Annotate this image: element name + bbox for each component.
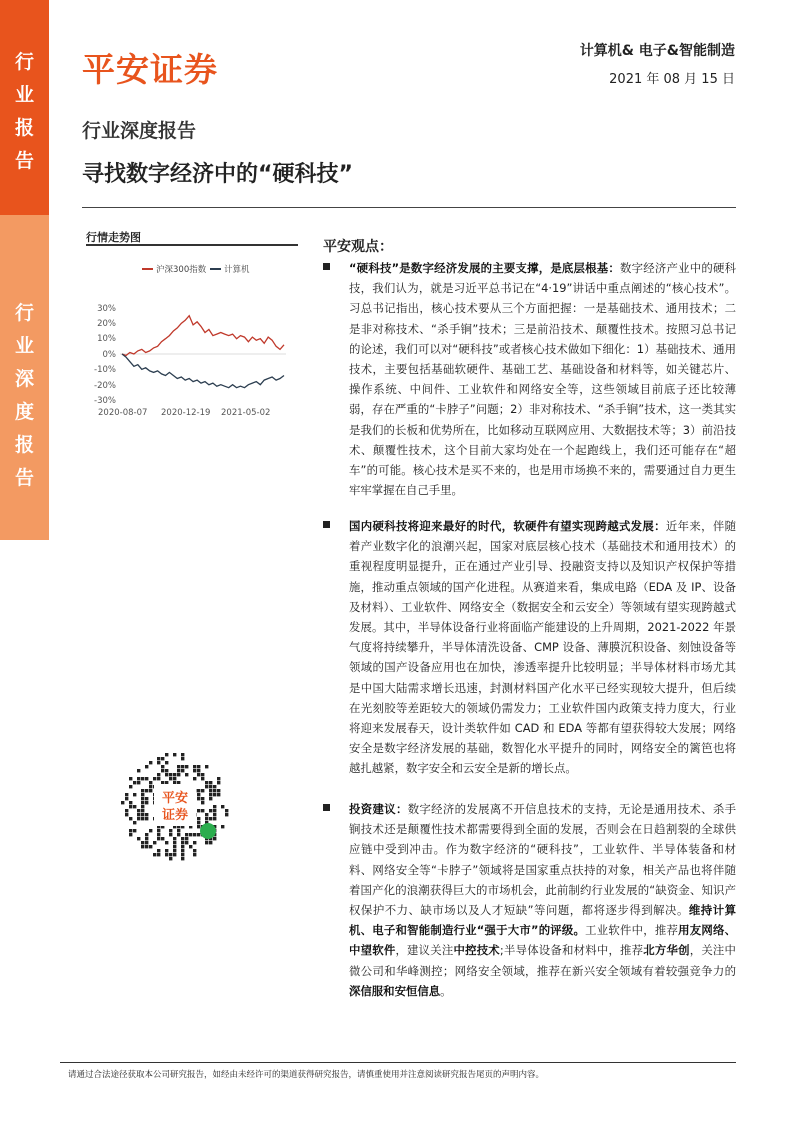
qr-code-svg [120, 752, 230, 862]
legend-label-csi300: 沪深300指数 [156, 265, 207, 275]
viewpoint-bullet [323, 258, 736, 500]
qr-module [141, 789, 144, 792]
qr-module [129, 777, 132, 780]
y-tick-label: -20% [94, 381, 116, 391]
qr-module [205, 765, 208, 768]
chart-title: 行情走势图 [86, 231, 141, 244]
qr-module [141, 777, 144, 780]
qr-module [157, 849, 160, 852]
qr-module [201, 777, 204, 780]
y-tick-label: 20% [97, 319, 116, 329]
qr-module [169, 777, 172, 780]
recommended-stocks: 深信服和安恒信息 [349, 983, 441, 998]
qr-module [165, 849, 168, 852]
sidebar-char: 深 [14, 368, 34, 390]
bullet-body: ;半导体设备和材料中，推荐 [499, 943, 644, 958]
qr-module [145, 837, 148, 840]
qr-module [133, 821, 136, 824]
qr-module [213, 785, 216, 788]
y-tick-label: -30% [94, 396, 116, 406]
qr-module [221, 805, 224, 808]
y-tick-label: 30% [97, 304, 116, 314]
qr-module [205, 813, 208, 816]
qr-module [161, 781, 164, 784]
qr-logo-text-top: 平安 [161, 791, 189, 806]
qr-module [209, 817, 212, 820]
qr-module [169, 853, 172, 856]
qr-module [209, 809, 212, 812]
page-title: 寻找数字经济中的“硬科技” [82, 162, 353, 187]
bullet-body: 近年来，伴随着产业数字化的浪潮兴起，国家对底层核心技术（基础技术和通用技术）的重视程度明显提升，正在通过产业引导、投融资支持以及知识产权保护等措施，推动重点领域的国产化进程。从赛道来看，集成电路（EDA 及 IP、设备及材料）、工业软件、网络安全（数据安全和云安全）等领域有望实现跨越式发展。其中，半导体设备行业将面临产能建设的上升周期，2021-2022 年景气度将持续攀升，半导体清洗设备、CMP 设备、薄膜沉积设备、刻蚀设备等领域的国产设备应用也在加快，渗透率提升比较明显；半导体材料市场尤其是中国大陆需求增长迅速，封测材料国产化水平已经实现较大提升，但后续在光刻胶等差距较大的领域仍需发力；工业软件国内政策支持力度大，行业将迎来发展春天，设计类软件如 CAD 和 EDA 等都有望获得较大发展；网络安全是数字经济发展的基础，数智化水平提升的同时，网络安全的篱笆也将越扎越紧，数字安全和云安全是新的增长点。 [349, 519, 736, 776]
qr-module [149, 845, 152, 848]
qr-module [173, 853, 176, 856]
qr-module [129, 833, 132, 836]
qr-module [149, 829, 152, 832]
qr-module [193, 765, 196, 768]
qr-module [185, 837, 188, 840]
qr-module [153, 853, 156, 856]
qr-module [181, 769, 184, 772]
qr-module [161, 837, 164, 840]
qr-module [145, 801, 148, 804]
qr-module [157, 829, 160, 832]
qr-module [209, 781, 212, 784]
qr-module [193, 769, 196, 772]
qr-module [181, 837, 184, 840]
qr-module [213, 805, 216, 808]
qr-module [177, 829, 180, 832]
qr-module [185, 841, 188, 844]
bullet-paragraph [349, 516, 736, 779]
sidebar-char: 行 [14, 51, 34, 73]
qr-module [137, 813, 140, 816]
qr-module [205, 817, 208, 820]
qr-module [177, 769, 180, 772]
qr-module [121, 801, 124, 804]
rating-statement: 维持计算机、电子和智能制造行业“强于大市”的评级。 [349, 903, 736, 938]
qr-module [217, 781, 220, 784]
qr-module [149, 781, 152, 784]
qr-module [165, 841, 168, 844]
qr-module [173, 753, 176, 756]
header-divider [82, 207, 736, 208]
qr-module [125, 813, 128, 816]
chart-svg [86, 252, 298, 428]
qr-module [209, 789, 212, 792]
bullet-body: ，关注中微公司和华峰测控；网络安全领域，推荐在新兴安全领域有着较强竞争力的 [349, 943, 736, 978]
qr-module [125, 793, 128, 796]
legend-label-computer: 计算机 [224, 265, 250, 275]
qr-module [193, 849, 196, 852]
qr-module [197, 793, 200, 796]
qr-module [165, 753, 168, 756]
qr-module [185, 765, 188, 768]
bullet-lead: 投资建议： [349, 802, 408, 816]
qr-module [145, 833, 148, 836]
qr-module [185, 833, 188, 836]
qr-module [197, 773, 200, 776]
qr-module [145, 845, 148, 848]
series-line-computer [122, 354, 284, 388]
sidebar-band-industry-report [0, 0, 49, 215]
qr-module [209, 793, 212, 796]
qr-module [185, 773, 188, 776]
qr-module [213, 817, 216, 820]
viewpoint-bullet [323, 516, 736, 779]
qr-module [133, 829, 136, 832]
qr-module [137, 817, 140, 820]
qr-module [197, 797, 200, 800]
qr-module [141, 841, 144, 844]
qr-module [137, 777, 140, 780]
bullet-lead: “硬科技”是数字经济发展的主要支撑，是底层根基： [349, 261, 621, 275]
bullet-marker [323, 263, 330, 270]
qr-module [141, 845, 144, 848]
qr-module [173, 841, 176, 844]
qr-module [157, 853, 160, 856]
qr-module [225, 809, 228, 812]
qr-module [197, 817, 200, 820]
qr-module [165, 769, 168, 772]
qr-module [153, 777, 156, 780]
recommended-stocks: 中控技术 [453, 943, 500, 958]
report-type: 行业深度报告 [82, 120, 197, 142]
sector-label: 计算机& 电子&智能制造 [579, 43, 735, 59]
qr-module [201, 809, 204, 812]
qr-code [120, 752, 230, 862]
qr-module [165, 761, 168, 764]
qr-module [205, 785, 208, 788]
qr-module [141, 813, 144, 816]
qr-module [149, 785, 152, 788]
company-logo: 平安证券 [82, 50, 218, 89]
qr-module [181, 841, 184, 844]
qr-module [157, 757, 160, 760]
bullet-body: ，建议关注 [395, 943, 454, 958]
qr-module [141, 793, 144, 796]
qr-module [173, 781, 176, 784]
y-tick-label: 10% [97, 334, 116, 344]
qr-module [217, 793, 220, 796]
qr-module [201, 801, 204, 804]
qr-module [125, 797, 128, 800]
qr-module [181, 845, 184, 848]
qr-module [213, 793, 216, 796]
qr-module [141, 805, 144, 808]
qr-module [169, 773, 172, 776]
qr-module [165, 853, 168, 856]
bullet-body: 数字经济产业中的硬科技，我们认为，就是习近平总书记在“4·19”讲话中重点阐述的“核心技术”。习总书记指出，核心技术要从三个方面把握：一是基础技术、通用技术；二是非对称技术、“杀手锏”技术；三是前沿技术、颠覆性技术。按照习总书记的论述，我们可以对“硬科技”或者核心技术做如下细化：1）基础技术、通用技术，主要包括基础软硬件、基础工艺、基础设备和材料等，如关键芯片、操作系统、中间件、工业软件和网络安全等，这些领域目前底子还比较薄弱，存在严重的“卡脖子”问题；2）非对称技术、“杀手锏”技术，这一类其实是我们的长板和优势所在，比如移动互联网应用、大数据技术等；3）前沿技术、颠覆性技术，这个目前大家均处在一个起跑线上，我们还可能存在“超车”的可能。核心技术是买不来的，也是用市场换不来的，需要通过自力更生牢牢掌握在自己手里。 [349, 261, 736, 498]
bullet-paragraph [349, 258, 736, 500]
qr-module [217, 789, 220, 792]
qr-module [137, 837, 140, 840]
chart-title-rule [86, 244, 298, 246]
qr-module [137, 769, 140, 772]
bullet-body: 工业软件中，推荐 [585, 923, 679, 938]
qr-module [197, 833, 200, 836]
qr-module [197, 765, 200, 768]
qr-module [205, 841, 208, 844]
qr-module [145, 817, 148, 820]
qr-module [141, 817, 144, 820]
qr-module [205, 781, 208, 784]
qr-module [201, 797, 204, 800]
qr-logo-text-bottom: 证券 [161, 808, 189, 823]
qr-module [193, 841, 196, 844]
qr-module [217, 777, 220, 780]
qr-module [177, 773, 180, 776]
qr-module [173, 773, 176, 776]
qr-module [141, 801, 144, 804]
bullet-paragraph [349, 799, 736, 1001]
qr-module [197, 825, 200, 828]
footer-disclaimer: 请通过合法途径获取本公司研究报告，如经由未经许可的渠道获得研究报告，请慎重使用并注意阅读研究报告尾页的声明内容。 [68, 1070, 545, 1080]
sidebar-char: 告 [14, 150, 34, 172]
qr-module [145, 765, 148, 768]
qr-module [181, 853, 184, 856]
viewpoint-bullet [323, 799, 736, 1001]
qr-module [149, 761, 152, 764]
qr-module [161, 757, 164, 760]
x-tick-label: 2020-12-19 [161, 408, 211, 418]
qr-module [181, 765, 184, 768]
qr-module [133, 793, 136, 796]
qr-module [181, 857, 184, 860]
sidebar-char: 告 [14, 467, 34, 489]
qr-module [157, 777, 160, 780]
qr-module [189, 845, 192, 848]
qr-module [189, 833, 192, 836]
qr-module [173, 777, 176, 780]
qr-module [145, 797, 148, 800]
qr-module [137, 809, 140, 812]
qr-module [129, 801, 132, 804]
qr-module [173, 845, 176, 848]
qr-module [141, 797, 144, 800]
qr-module [209, 841, 212, 844]
qr-module [161, 769, 164, 772]
qr-module [169, 829, 172, 832]
qr-module [225, 813, 228, 816]
qr-module [213, 813, 216, 816]
sidebar-char: 业 [14, 84, 34, 106]
report-date: 2021 年 08 月 15 日 [609, 72, 735, 87]
qr-module [197, 821, 200, 824]
series-line-csi300 [122, 316, 284, 356]
market-trend-chart [86, 252, 298, 428]
qr-module [129, 829, 132, 832]
bullet-marker [323, 521, 330, 528]
qr-module [173, 837, 176, 840]
x-tick-label: 2020-08-07 [98, 408, 148, 418]
qr-module [157, 837, 160, 840]
qr-module [129, 805, 132, 808]
qr-module [181, 849, 184, 852]
qr-module [197, 809, 200, 812]
qr-module [157, 833, 160, 836]
qr-module [133, 805, 136, 808]
recommended-stocks: 用友网络、中望软件 [349, 923, 736, 958]
qr-module [193, 853, 196, 856]
qr-module [197, 789, 200, 792]
qr-module [177, 781, 180, 784]
footer-divider [60, 1062, 736, 1063]
bullet-lead: 国内硬科技将迎来最好的时代，软硬件有望实现跨越式发展： [349, 519, 666, 533]
sidebar-char: 度 [14, 401, 34, 423]
qr-module [145, 777, 148, 780]
qr-module [209, 797, 212, 800]
sidebar-char: 业 [14, 335, 34, 357]
qr-module [165, 773, 168, 776]
qr-module [157, 761, 160, 764]
bullet-body: 。 [440, 983, 452, 998]
qr-module [213, 809, 216, 812]
qr-module [161, 765, 164, 768]
bullet-body: 数字经济的发展离不开信息技术的支持，无论是通用技术、杀手锏技术还是颠覆性技术都需要得到全面的发展，否则会在日趋割裂的全球供应链中受到冲击。作为数字经济的“硬科技”，工业软件、半导体装备和材料、网络安全等“卡脖子”领域将是国家重点扶持的对象，相关产品也将伴随着国产化的浪潮获得巨大的市场机会，此前制约行业发展的“缺资金、知识产权保护不力、缺市场以及人才短缺”等问题，都将逐步得到解决。 [349, 802, 736, 918]
qr-module [145, 841, 148, 844]
qr-module [201, 773, 204, 776]
qr-module [173, 849, 176, 852]
qr-module [209, 785, 212, 788]
wechat-mini-icon [200, 823, 216, 839]
y-tick-label: 0% [102, 350, 116, 360]
y-tick-label: -10% [94, 365, 116, 375]
sidebar-char: 报 [14, 117, 34, 139]
bullet-marker [323, 804, 330, 811]
qr-module [129, 785, 132, 788]
sidebar-char: 报 [14, 434, 34, 456]
qr-module [177, 765, 180, 768]
qr-module [213, 789, 216, 792]
qr-module [193, 777, 196, 780]
recommended-stocks: 北方华创 [643, 943, 690, 958]
qr-module [197, 769, 200, 772]
x-tick-label: 2021-05-02 [221, 408, 271, 418]
qr-module [169, 857, 172, 860]
qr-module [201, 789, 204, 792]
qr-module [153, 841, 156, 844]
qr-module [137, 781, 140, 784]
viewpoint-header: 平安观点： [323, 239, 393, 255]
qr-module [181, 753, 184, 756]
qr-module [129, 817, 132, 820]
qr-module [213, 837, 216, 840]
qr-module [157, 773, 160, 776]
qr-module [145, 813, 148, 816]
qr-module [181, 757, 184, 760]
qr-module [169, 833, 172, 836]
sidebar-char: 行 [14, 302, 34, 324]
qr-module [177, 833, 180, 836]
qr-module [145, 789, 148, 792]
qr-module [149, 789, 152, 792]
sidebar-band-deep-report [0, 215, 49, 540]
qr-module [125, 809, 128, 812]
qr-module [141, 809, 144, 812]
qr-module [193, 833, 196, 836]
qr-module [165, 781, 168, 784]
qr-module [133, 781, 136, 784]
qr-module [221, 825, 224, 828]
